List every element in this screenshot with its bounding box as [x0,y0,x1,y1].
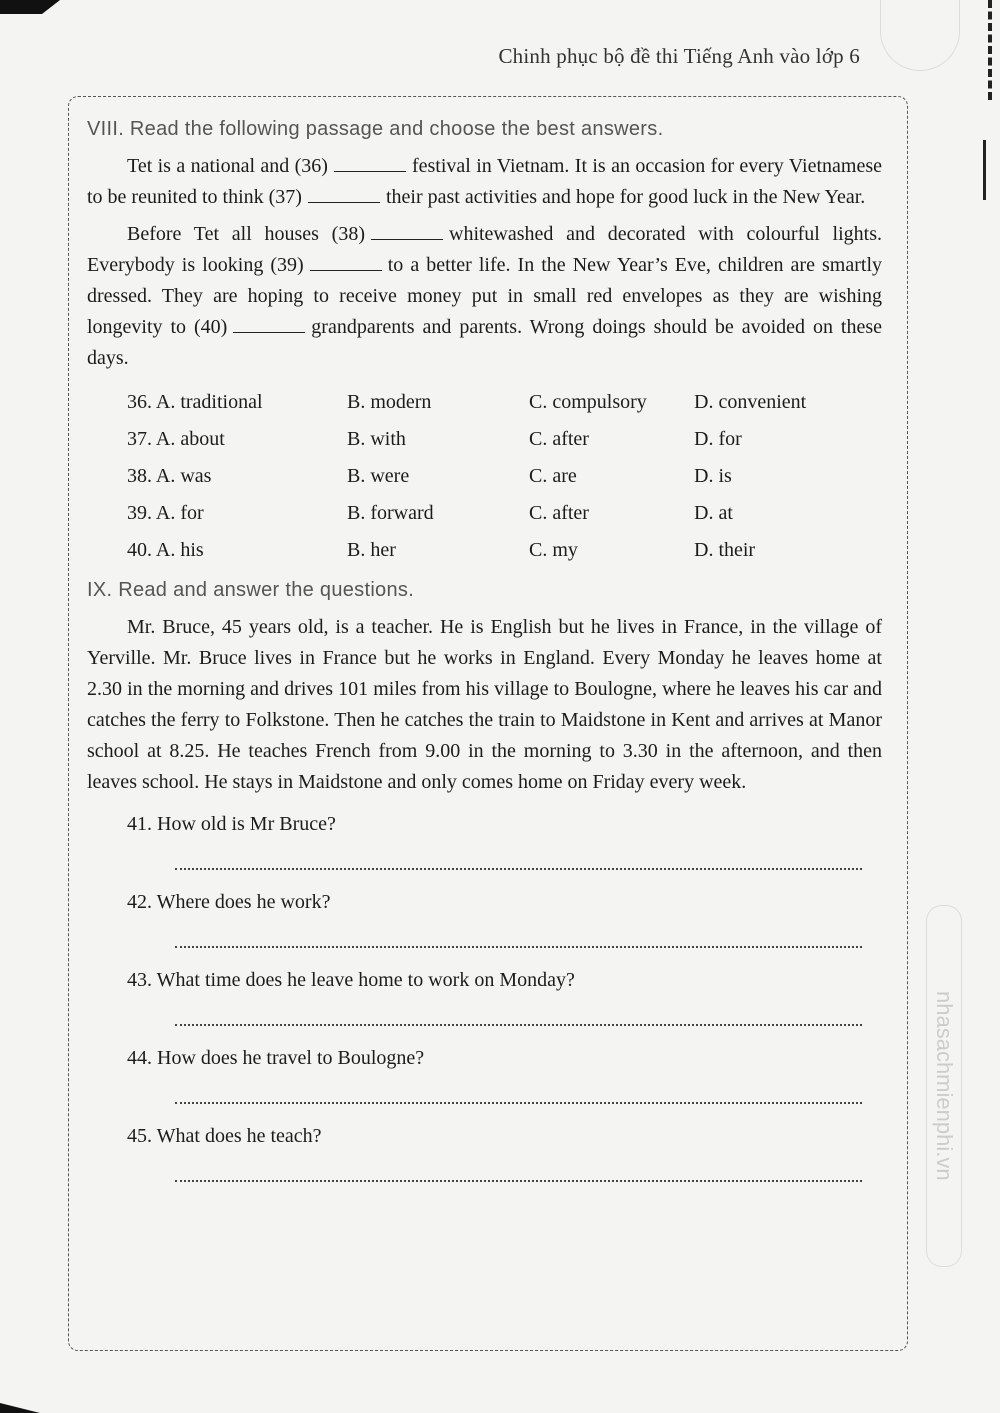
question-43 [127,966,882,1044]
answer-line-44[interactable] [175,1080,862,1104]
question-text: 42. Where does he work? [127,891,331,913]
passage-text: to a better life. In the New Year’s Eve, children are smartly dressed. They are hoping to receive money put in small red envelopes as they are wishing longevity to (40) [87,254,882,338]
question-text: 41. How old is Mr Bruce? [127,813,336,835]
book-title: Chinh phục bộ đề thi Tiếng Anh vào lớp 6 [498,44,860,68]
option-b[interactable]: B. with [347,428,406,450]
page-edge-tab [880,0,960,71]
corner-scan-mark [0,0,60,14]
question-44 [127,1044,882,1122]
section-8-passage [87,151,882,374]
binding-bar [983,140,986,200]
blank-36[interactable] [334,157,406,172]
question-text: 43. What time does he leave home to work on Monday? [127,969,575,991]
answer-line-42[interactable] [175,924,862,948]
watermark: nhasachmienphi.vn [926,905,962,1267]
option-a[interactable]: 38. A. was [127,465,212,487]
passage-paragraph-1 [87,151,882,213]
option-b[interactable]: B. modern [347,391,432,413]
options-row-40 [127,532,882,569]
section-9-passage [87,612,882,798]
blank-40[interactable] [233,318,305,333]
passage-text: whitewashed and decorated with colourful lights. Everybody is looking (39) [87,223,882,276]
binding-edge [984,0,992,100]
worksheet-content [87,112,882,1200]
options-row-37 [127,421,882,458]
option-c[interactable]: C. after [529,428,589,450]
option-b[interactable]: B. forward [347,502,434,524]
passage-paragraph-2 [87,219,882,374]
option-c[interactable]: C. are [529,465,577,487]
options-row-36 [127,384,882,421]
option-c[interactable]: C. compulsory [529,391,647,413]
question-41 [127,810,882,888]
bottom-scan-mark [0,1403,40,1413]
question-list [127,810,882,1200]
option-b[interactable]: B. were [347,465,410,487]
option-a[interactable]: 36. A. traditional [127,391,263,413]
options-row-38 [127,458,882,495]
option-d[interactable]: D. at [694,502,733,524]
option-d[interactable]: D. convenient [694,391,807,413]
question-45 [127,1122,882,1200]
passage-text: Before Tet all houses (38) [127,223,365,245]
option-d[interactable]: D. for [694,428,742,450]
passage-text: Tet is a national and (36) [127,155,328,177]
options-row-39 [127,495,882,532]
question-text: 45. What does he teach? [127,1125,322,1147]
passage-text: grandparents and parents. Wrong doings should be avoided on these days. [87,316,882,369]
option-d[interactable]: D. their [694,539,756,561]
option-b[interactable]: B. her [347,539,396,561]
answer-line-41[interactable] [175,846,862,870]
passage-paragraph-3: Mr. Bruce, 45 years old, is a teacher. He is English but he lives in France, in the village of Yerville. Mr. Bruce lives in France but he works in England. Every Monday he leaves home at 2.30 in the morning and drives 101 miles from his village to Boulogne, where he leaves his car and catches the ferry to Folkstone. Then he catches the train to Maidstone in Kent and arrives at Manor school at 8.25. He teaches French from 9.00 in the morning to 3.30 in the afternoon, and then leaves school. He stays in Maidstone and only comes home on Friday every week. [87,616,882,793]
option-a[interactable]: 37. A. about [127,428,225,450]
answer-line-43[interactable] [175,1002,862,1026]
passage-text: their past activities and hope for good luck in the New Year. [385,186,866,208]
answer-line-45[interactable] [175,1158,862,1182]
option-c[interactable]: C. after [529,502,589,524]
blank-39[interactable] [310,256,382,271]
answer-options [127,384,882,569]
option-c[interactable]: C. my [529,539,578,561]
blank-37[interactable] [308,188,380,203]
option-a[interactable]: 40. A. his [127,539,204,561]
section-8-heading: VIII. Read the following passage and choose the best answers. [87,118,664,140]
passage-text: festival in Vietnam. It is an occasion for every Vietnamese to be reunited to think (37) [87,155,882,208]
question-text: 44. How does he travel to Boulogne? [127,1047,425,1069]
blank-38[interactable] [371,225,443,240]
option-d[interactable]: D. is [694,465,732,487]
option-a[interactable]: 39. A. for [127,502,204,524]
question-42 [127,888,882,966]
section-9-heading: IX. Read and answer the questions. [87,579,415,601]
